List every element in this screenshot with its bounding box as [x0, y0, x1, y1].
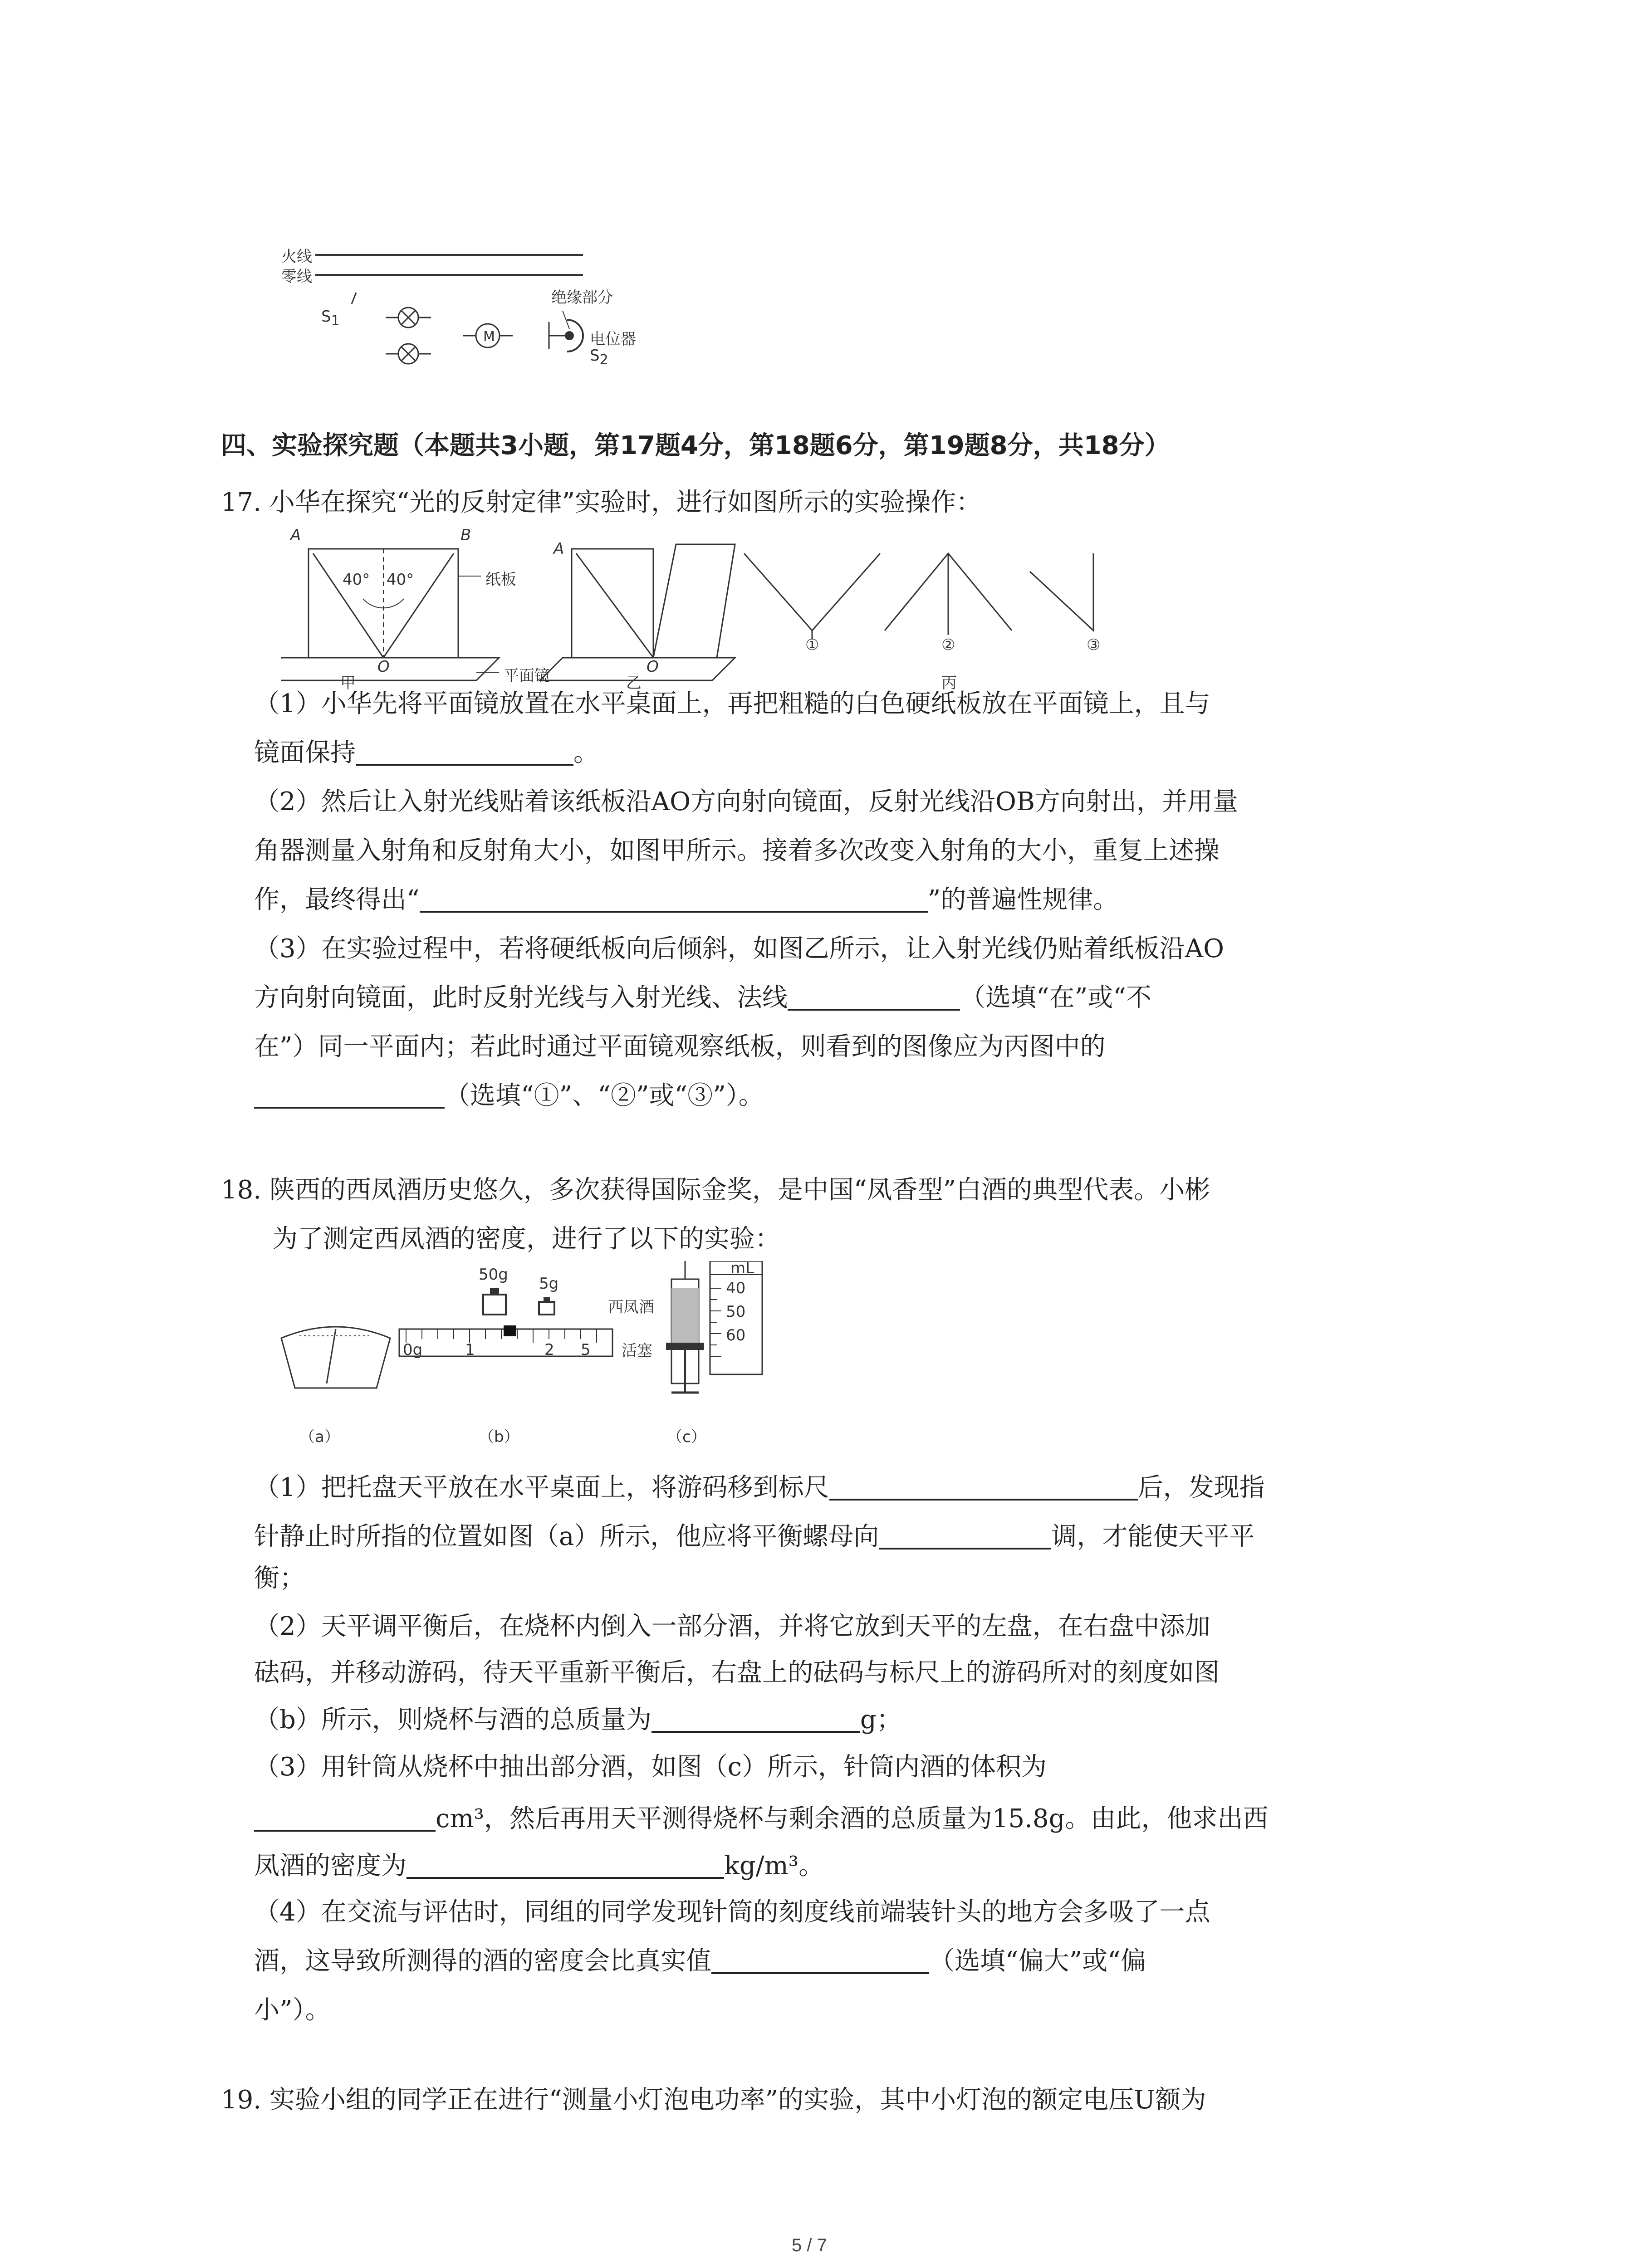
ml-40-label: 40 — [726, 1279, 746, 1297]
fig-label-o2: O — [647, 658, 659, 676]
scale-tick-0g: 0g — [403, 1341, 423, 1359]
balance-pointer-icon — [281, 1327, 390, 1388]
q19-stem: 19. 实验小组的同学正在进行“测量小灯泡电功率”的实验，其中小灯泡的额定电压U额为 — [221, 2085, 1206, 2115]
q17-p2-line3: 作，最终得出“ ”的普遍性规律。 — [254, 882, 1118, 918]
q18-p2-line1: （2）天平调平衡后，在烧杯内倒入一部分酒，并将它放到天平的左盘，在右盘中添加 — [254, 1612, 1210, 1641]
board-label: 纸板 — [485, 571, 516, 589]
insulation-label: 绝缘部分 — [551, 288, 613, 307]
choice-2: ② — [941, 636, 955, 654]
choice-1: ① — [805, 636, 819, 654]
weight-50g-label: 50g — [479, 1266, 508, 1284]
circuit-figure — [272, 236, 681, 408]
ml-50-label: 50 — [726, 1303, 746, 1321]
fig-label-o: O — [377, 658, 390, 676]
live-wire-label: 火线 — [281, 248, 312, 266]
fig-label-a: A — [290, 526, 301, 544]
lamp-icon — [386, 344, 431, 364]
scale-tick-5: 5 — [581, 1341, 591, 1359]
caption-jia: 甲 — [340, 674, 356, 692]
q17-p2-line1: （2）然后让入射光线贴着该纸板沿AO方向射向镜面，反射光线沿OB方向射出，并用量 — [254, 787, 1239, 816]
answer-blank[interactable] — [652, 1704, 860, 1733]
answer-blank[interactable] — [829, 1471, 1138, 1501]
q18-stem-line1: 18. 陕西的西凤酒历史悠久，多次获得国际金奖，是中国“凤香型”白酒的典型代表。小彬 — [221, 1175, 1210, 1205]
angle-label-2: 40° — [387, 571, 414, 589]
motor-symbol-label: M — [483, 329, 495, 345]
angle-label-1: 40° — [343, 571, 370, 589]
weight-icon — [539, 1297, 554, 1315]
scale-tick-1: 1 — [465, 1341, 475, 1359]
mirror-label: 平面镜 — [504, 667, 550, 685]
weight-5g-label: 5g — [539, 1275, 559, 1293]
q17-p3-line1: （3）在实验过程中，若将硬纸板向后倾斜，如图乙所示，让入射光线仍贴着纸板沿AO — [254, 934, 1224, 963]
caption-a: （a） — [299, 1428, 340, 1446]
answer-blank[interactable] — [407, 1850, 724, 1879]
q17-p1-line1: （1）小华先将平面镜放置在水平桌面上，再把粗糙的白色硬纸板放在平面镜上，且与 — [254, 689, 1210, 719]
q17-p2-line2: 角器测量入射角和反射角大小，如图甲所示。接着多次改变入射角的大小，重复上述操 — [254, 836, 1220, 865]
ml-60-label: 60 — [726, 1326, 746, 1344]
q17-p1-line2: 镜面保持 。 — [254, 735, 599, 771]
scale-tick-2: 2 — [544, 1341, 554, 1359]
liquor-label: 西凤酒 — [608, 1298, 654, 1316]
q18-p4-line2: 酒，这导致所测得的酒的密度会比真实值 （选填“偏大”或“偏 — [254, 1943, 1146, 1980]
q17-p3-line3: 在”）同一平面内；若此时通过平面镜观察纸板，则看到的图像应为丙图中的 — [254, 1032, 1106, 1061]
answer-blank[interactable] — [711, 1945, 929, 1974]
q18-figure — [272, 1261, 907, 1456]
q18-p4-line1: （4）在交流与评估时，同组的同学发现针筒的刻度线前端装针头的地方会多吸了一点 — [254, 1897, 1210, 1927]
q18-p2-line3: （b）所示，则烧杯与酒的总质量为 g； — [254, 1702, 902, 1738]
q18-p3-line3: 凤酒的密度为 kg/m³。 — [254, 1848, 824, 1884]
s1-label: $S_1$ — [321, 308, 340, 329]
q17-p3-line4: （选填“①”、“②”或“③”）。 — [254, 1078, 764, 1114]
q18-stem-line2: 为了测定西凤酒的密度，进行了以下的实验： — [272, 1224, 780, 1254]
q18-p3-line2: cm³，然后再用天平测得烧杯与剩余酒的总质量为15.8g。由此，他求出西 — [254, 1801, 1268, 1837]
potentiometer-label: 电位器 — [590, 330, 636, 348]
answer-blank[interactable] — [788, 982, 960, 1011]
piston-label: 活塞 — [622, 1342, 652, 1360]
caption-b: （b） — [479, 1428, 519, 1446]
q18-p3-line1: （3）用针筒从烧杯中抽出部分酒，如图（c）所示，针筒内酒的体积为 — [254, 1752, 1047, 1782]
syringe-icon — [666, 1261, 704, 1393]
lamp-icon — [386, 308, 431, 327]
neutral-wire-label: 零线 — [281, 268, 312, 286]
fig-label-a2: A — [554, 540, 564, 558]
section-title: 四、实验探究题（本题共3小题，第17题4分，第18题6分，第19题8分，共18分） — [221, 431, 1170, 460]
answer-blank[interactable] — [356, 737, 573, 766]
answer-blank[interactable] — [420, 884, 928, 913]
page-number: 5 / 7 — [792, 2235, 827, 2255]
potentiometer-icon — [549, 311, 583, 352]
q17-p3-line2: 方向射向镜面，此时反射光线与入射光线、法线 （选填“在”或“不 — [254, 980, 1151, 1016]
fig-label-b: B — [460, 526, 471, 544]
choice-3: ③ — [1087, 636, 1101, 654]
q17-figure — [281, 526, 1101, 692]
weight-icon — [483, 1288, 506, 1315]
caption-bing: 丙 — [941, 674, 957, 692]
answer-blank[interactable] — [254, 1803, 436, 1832]
answer-blank[interactable] — [254, 1080, 445, 1109]
reflection-diagram — [281, 526, 1101, 689]
s2-label: $S_2$ — [590, 347, 608, 368]
q18-p1-line3: 衡； — [254, 1564, 305, 1593]
q18-p1-line1: （1）把托盘天平放在水平桌面上，将游码移到标尺 后，发现指 — [254, 1470, 1265, 1506]
caption-c: （c） — [667, 1428, 706, 1446]
caption-yi: 乙 — [626, 674, 642, 692]
q18-p1-line2: 针静止时所指的位置如图（a）所示，他应将平衡螺母向 调，才能使天平平 — [254, 1519, 1254, 1555]
answer-blank[interactable] — [879, 1520, 1051, 1549]
q18-p2-line2: 砝码，并移动游码，待天平重新平衡后，右盘上的砝码与标尺上的游码所对的刻度如图 — [254, 1658, 1220, 1687]
q17-stem: 17. 小华在探究“光的反射定律”实验时，进行如图所示的实验操作： — [221, 488, 982, 517]
q18-p4-line3: 小”）。 — [254, 1995, 331, 2025]
ml-unit-label: mL — [730, 1259, 754, 1277]
